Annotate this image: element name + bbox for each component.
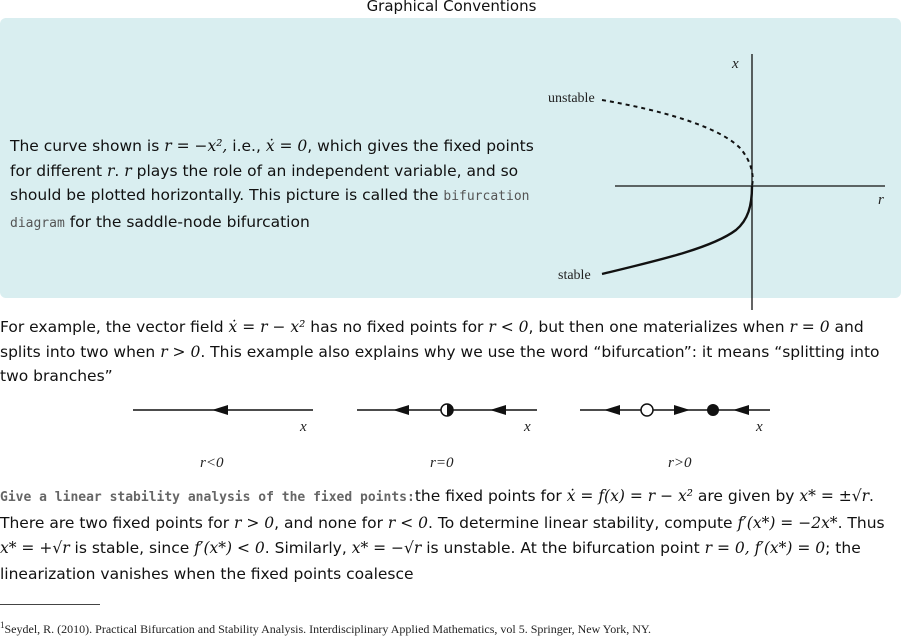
- flow-arrow-left: [604, 405, 620, 415]
- math-expr: r > 0: [234, 513, 275, 532]
- phase-caption: r=0: [430, 455, 454, 471]
- r-axis-label: r: [878, 192, 884, 208]
- text-run: . Similarly,: [264, 539, 352, 557]
- bifurcation-diagram: [540, 48, 900, 316]
- callout-box: [0, 18, 901, 298]
- x-axis-label: x: [732, 56, 739, 72]
- unstable-branch: [602, 100, 753, 186]
- math-expr: ẋ = f(x) = r − x²: [566, 487, 693, 505]
- text-run: the fixed points for: [414, 487, 567, 505]
- text-run: are given by: [692, 487, 800, 505]
- phase-caption: r<0: [200, 455, 224, 471]
- text-run: , and none for: [274, 513, 388, 532]
- code-heading: Give a linear stability analysis of the fixed points:: [0, 490, 415, 505]
- text-run: is stable, since: [69, 539, 195, 557]
- stable-point: [707, 404, 719, 416]
- math-expr: ẋ = r − x²: [228, 318, 306, 336]
- phase-caption: r>0: [668, 455, 692, 471]
- footnote-marker: 1: [0, 620, 5, 630]
- math-expr: r < 0: [488, 318, 529, 336]
- text-run: .: [114, 161, 125, 180]
- phase-axis-label: x: [756, 419, 763, 435]
- text-run: is unstable. At the bifurcation point: [421, 539, 705, 557]
- text-run: i.e.,: [227, 137, 266, 155]
- phase-line-negative: [133, 405, 313, 471]
- text-run: , which gives the fixed points for different: [10, 137, 534, 180]
- text-run: plays the role of an independent variable, and so should be plotted horizontally. This picture is called the: [10, 161, 519, 204]
- math-expr: r = 0: [789, 318, 830, 336]
- phase-axis-label: x: [524, 419, 531, 435]
- text-run: For example, the vector field: [0, 318, 229, 336]
- unstable-point: [641, 404, 653, 416]
- flow-arrow-left: [490, 405, 506, 415]
- flow-arrow-right: [674, 405, 690, 415]
- math-expr: f′(x*) < 0: [194, 539, 265, 557]
- phase-line-positive: [580, 404, 770, 471]
- paragraph-stability: [0, 484, 903, 587]
- math-expr: x* = −√r: [351, 539, 422, 557]
- math-expr: x* = +√r: [0, 539, 70, 557]
- text-run: . There are two fixed points for: [0, 487, 874, 532]
- math-expr: r: [124, 161, 132, 180]
- text-run: The curve shown is: [10, 137, 165, 155]
- math-expr: r = −x²,: [164, 137, 228, 155]
- stable-label: stable: [558, 268, 591, 283]
- text-run: . To determine linear stability, compute: [428, 513, 738, 532]
- text-run: . This example also explains why we use the word “bifurcation”: it means “splitting into two branches”: [0, 342, 880, 385]
- math-expr: f′(x*) = −2x*: [737, 513, 838, 532]
- footnote-divider: [0, 604, 100, 605]
- math-expr: ẋ = 0: [265, 137, 308, 155]
- paragraph-example: [0, 315, 903, 389]
- math-expr: r = 0, f′(x*) = 0: [704, 539, 826, 557]
- flow-arrow-left: [733, 405, 749, 415]
- footnote: [0, 620, 903, 637]
- text-run: for the saddle-node bifurcation: [64, 212, 310, 231]
- flow-arrow-left: [212, 405, 228, 415]
- text-run: has no fixed points for: [305, 318, 489, 336]
- code-term: bifurcation diagram: [10, 189, 530, 231]
- phase-portraits: [0, 390, 903, 480]
- math-expr: r > 0: [160, 342, 201, 361]
- flow-arrow-left: [393, 405, 409, 415]
- phase-axis-label: x: [300, 419, 307, 435]
- math-expr: x* = ±√r: [799, 487, 870, 505]
- text-run: . Thus: [837, 513, 885, 532]
- footnote-text: Seydel, R. (2010). Practical Bifurcation and Stability Analysis. Interdisciplinary Applied Mathematics, vol 5. Springer, New York, NY.: [4, 622, 652, 636]
- unstable-label: unstable: [548, 91, 595, 106]
- stable-branch: [602, 186, 752, 274]
- text-run: , but then one materializes when: [528, 318, 790, 336]
- callout-text: [10, 134, 550, 236]
- text-run: ; the linearization vanishes when the fixed points coalesce: [0, 539, 861, 583]
- phase-line-zero: [357, 404, 537, 471]
- page-title: Graphical Conventions: [366, 0, 537, 15]
- math-expr: r: [107, 161, 115, 180]
- math-expr: r < 0: [387, 513, 429, 532]
- text-run: and splits into two when: [0, 318, 864, 361]
